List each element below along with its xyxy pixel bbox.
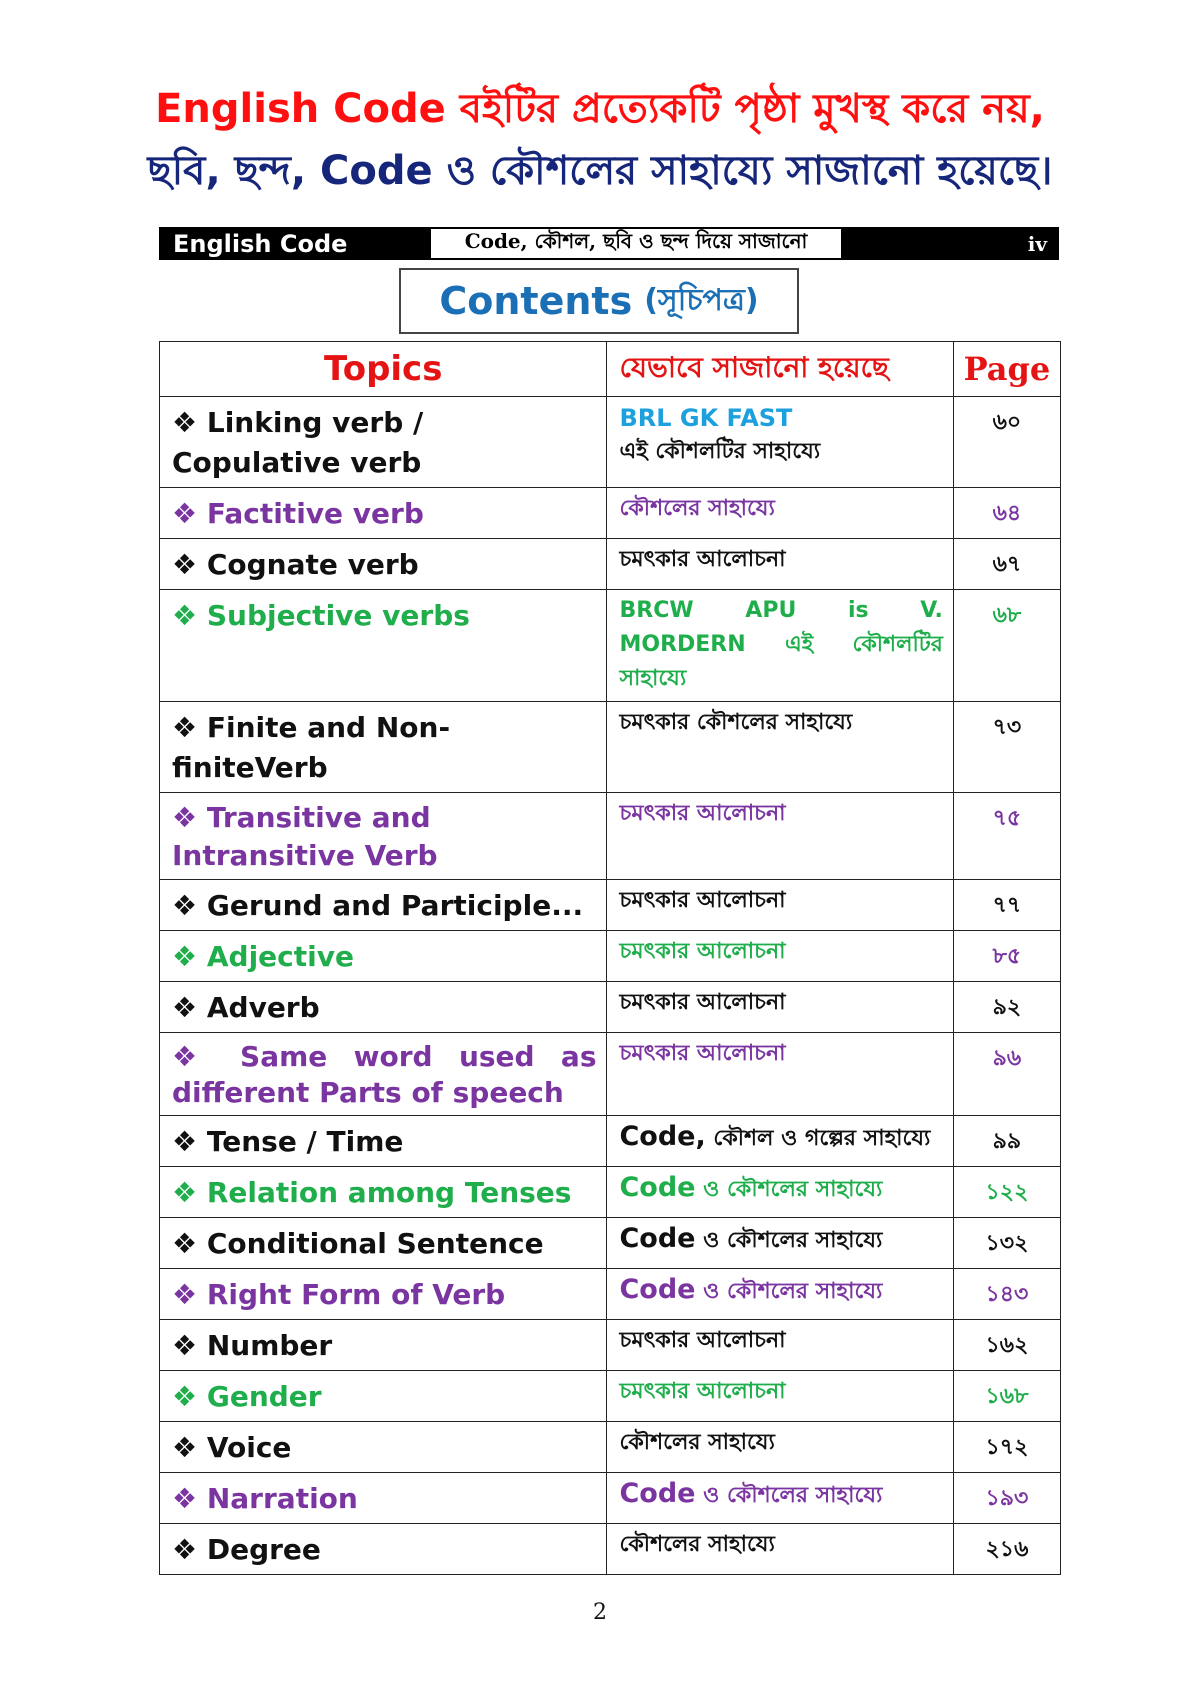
row-topic: ❖ Factitive verb [160, 488, 607, 539]
heading-line2-code: Code [320, 148, 433, 194]
row-page: ৯৬ [953, 1033, 1060, 1116]
heading-line-2 [0, 140, 1200, 202]
row-method-rest: কৌশল ও গল্পের সাহায্যে [705, 1126, 931, 1151]
row-page: ৭৫ [953, 793, 1060, 880]
row-method: চমৎকার আলোচনা [607, 1371, 953, 1422]
contents-subtitle: (সূচিপত্র) [644, 282, 759, 318]
page-heading [0, 78, 1200, 202]
table-row [160, 590, 1061, 702]
row-method: চমৎকার আলোচনা [607, 1320, 953, 1371]
row-method: চমৎকার আলোচনা [607, 982, 953, 1033]
row-page: ১৬২ [953, 1320, 1060, 1371]
heading-line1-bengali: বইটির প্রত্যেকটি পৃষ্ঠা মুখস্থ করে নয়, [445, 86, 1045, 132]
row-page: ১২২ [953, 1167, 1060, 1218]
row-topic: ❖ Relation among Tenses [160, 1167, 607, 1218]
table-row [160, 1167, 1061, 1218]
row-method: চমৎকার আলোচনা [607, 793, 953, 880]
header-method: যেভাবে সাজানো হয়েছে [607, 342, 953, 397]
row-topic: ❖ Linking verb / Copulative verb [160, 397, 607, 488]
row-method: চমৎকার কৌশলের সাহায্যে [607, 702, 953, 793]
header-page: Page [953, 342, 1060, 397]
banner-page-roman: iv [1027, 231, 1047, 256]
row-page: ৮৫ [953, 931, 1060, 982]
row-method [607, 1218, 953, 1269]
heading-line-1 [0, 78, 1200, 140]
row-page: ১৪৩ [953, 1269, 1060, 1320]
row-topic: ❖ Narration [160, 1473, 607, 1524]
row-page: ৬৪ [953, 488, 1060, 539]
row-topic: ❖ Number [160, 1320, 607, 1371]
row-method-line2: এই কৌশলটির সাহায্যে [619, 439, 821, 464]
table-header-row [160, 342, 1061, 397]
row-topic: ❖ Tense / Time [160, 1116, 607, 1167]
row-method-rest: ও কৌশলের সাহায্যে [695, 1228, 883, 1253]
table-row [160, 1524, 1061, 1575]
table-row [160, 488, 1061, 539]
row-method-rest: ও কৌশলের সাহায্যে [695, 1177, 883, 1202]
contents-title: Contents [439, 279, 633, 323]
row-page: ৭৭ [953, 880, 1060, 931]
page-number: 2 [593, 1600, 607, 1625]
row-topic: ❖ Gender [160, 1371, 607, 1422]
row-page: ৬৭ [953, 539, 1060, 590]
row-topic: ❖ Adverb [160, 982, 607, 1033]
table-row [160, 1116, 1061, 1167]
table-row [160, 1320, 1061, 1371]
heading-english-code: English Code [155, 86, 446, 132]
row-method: চমৎকার আলোচনা [607, 539, 953, 590]
row-method: BRCW APU is V. MORDERN এই কৌশলটির সাহায্যে [607, 590, 953, 702]
row-topic: ❖ Transitive and Intransitive Verb [160, 793, 607, 880]
row-method: কৌশলের সাহায্যে [607, 488, 953, 539]
table-row [160, 397, 1061, 488]
table-row [160, 702, 1061, 793]
row-method-rest: ও কৌশলের সাহায্যে [695, 1279, 883, 1304]
row-method [607, 1473, 953, 1524]
row-method [607, 1269, 953, 1320]
row-method [607, 1116, 953, 1167]
contents-title-box [399, 268, 799, 334]
running-header-banner [159, 227, 1059, 260]
table-row [160, 880, 1061, 931]
row-page: ১৬৮ [953, 1371, 1060, 1422]
table-row [160, 982, 1061, 1033]
row-method: কৌশলের সাহায্যে [607, 1524, 953, 1575]
row-method: চমৎকার আলোচনা [607, 931, 953, 982]
row-method-code: Code [619, 1172, 696, 1203]
row-page: ৭৩ [953, 702, 1060, 793]
header-topics: Topics [160, 342, 607, 397]
table-row [160, 1218, 1061, 1269]
row-topic: ❖ Right Form of Verb [160, 1269, 607, 1320]
row-method [607, 397, 953, 488]
row-page: ১৭২ [953, 1422, 1060, 1473]
row-method: চমৎকার আলোচনা [607, 880, 953, 931]
row-page: ২১৬ [953, 1524, 1060, 1575]
row-page: ৬০ [953, 397, 1060, 488]
row-page: ১৩২ [953, 1218, 1060, 1269]
row-topic: ❖ Voice [160, 1422, 607, 1473]
row-method-code: Code, [619, 1121, 706, 1152]
row-topic: ❖ Adjective [160, 931, 607, 982]
table-row [160, 1371, 1061, 1422]
row-page: ৬৮ [953, 590, 1060, 702]
row-page: ৯৯ [953, 1116, 1060, 1167]
table-row [160, 1473, 1061, 1524]
row-topic: ❖ Conditional Sentence [160, 1218, 607, 1269]
table-row [160, 931, 1061, 982]
heading-line2-pre: ছবি, ছন্দ, [147, 148, 321, 194]
table-row [160, 1033, 1061, 1116]
row-method-code: Code [619, 1223, 696, 1254]
contents-table [159, 341, 1061, 1575]
table-row [160, 539, 1061, 590]
row-topic: ❖ Gerund and Participle... [160, 880, 607, 931]
banner-tagline: Code, কৌশল, ছবি ও ছন্দ দিয়ে সাজানো [431, 229, 841, 258]
row-method-code: Code [619, 1274, 696, 1305]
row-method-code: Code [619, 1478, 696, 1509]
row-page: ১৯৩ [953, 1473, 1060, 1524]
row-topic: ❖ Subjective verbs [160, 590, 607, 702]
row-method: কৌশলের সাহায্যে [607, 1422, 953, 1473]
row-topic: ❖ Degree [160, 1524, 607, 1575]
table-row [160, 1422, 1061, 1473]
table-row [160, 1269, 1061, 1320]
row-page: ৯২ [953, 982, 1060, 1033]
heading-line2-post: ও কৌশলের সাহায্যে সাজানো হয়েছে। [432, 148, 1053, 194]
row-method [607, 1167, 953, 1218]
row-topic: ❖ Same word used as different Parts of speech [160, 1033, 607, 1116]
row-method: চমৎকার আলোচনা [607, 1033, 953, 1116]
row-method-rest: ও কৌশলের সাহায্যে [695, 1483, 883, 1508]
row-topic: ❖ Cognate verb [160, 539, 607, 590]
row-topic: ❖ Finite and Non- finiteVerb [160, 702, 607, 793]
table-row [160, 793, 1061, 880]
row-method-line1: BRL GK FAST [619, 404, 793, 432]
banner-book-title: English Code [173, 229, 348, 258]
